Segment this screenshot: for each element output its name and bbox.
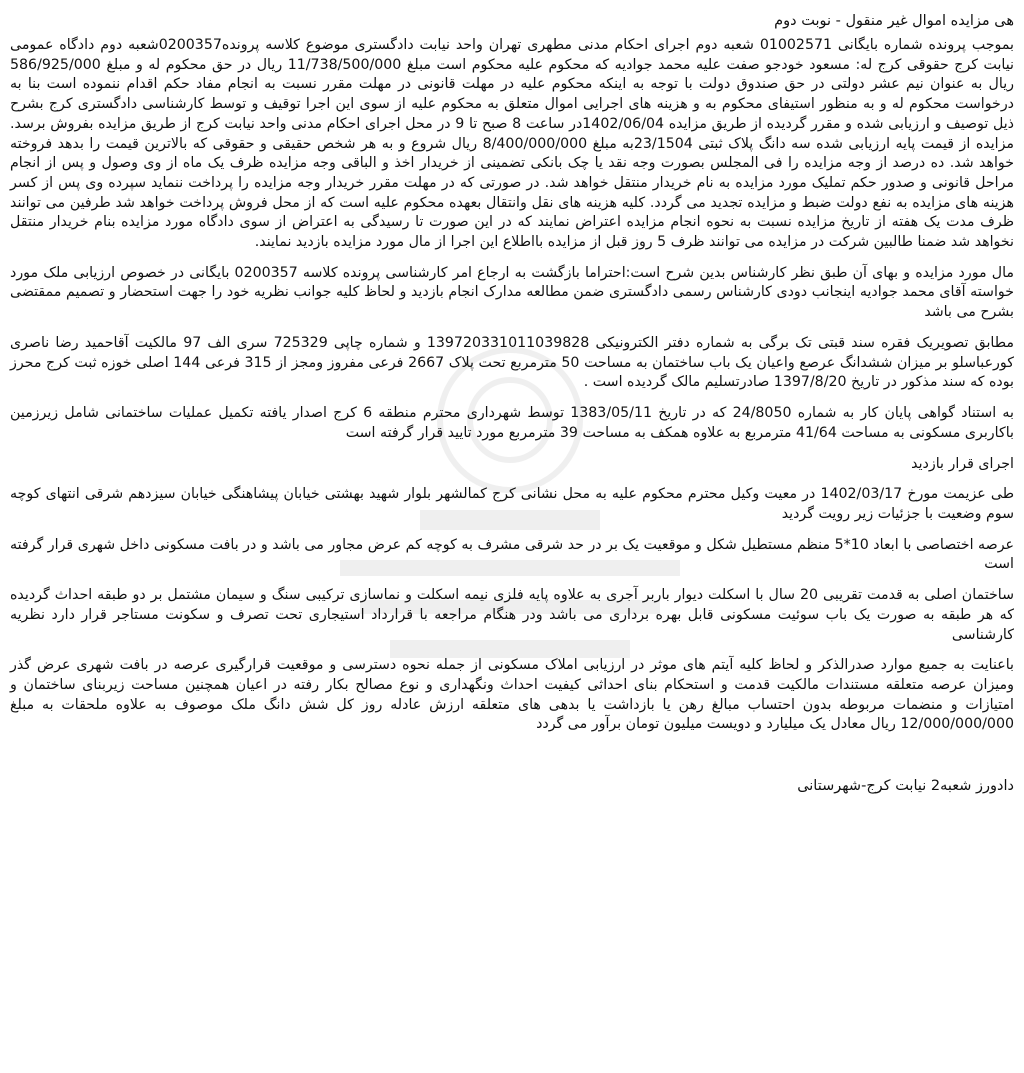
notice-heading: هی مزایده اموال غیر منقول - نوبت دوم	[774, 13, 1014, 29]
auction-terms-paragraph: بموجب پرونده شماره بایگانی 01002571 شعبه دوم اجرای احکام مدنی مطهری تهران واحد نیابت دادگستری موضوع کلاسه پرونده0200357شعبه دوم دادگاه عمومی نیابت کرج حقوقی کرج له: مسعود خودجو صفت علیه محمد جوادیه که محکوم علیه محکوم است مبلغ 11/738/500/000 ریال در حق محکوم له و مبلغ 586/925/000 ریال به عنوان نیم عشر دولتی در حق صندوق دولت با توجه به اینکه محکوم علیه در مهلت قانونی در مهلت مقرر نسبت به انجام مفاد حکم اقدام ننموده است بنا به درخواست محکوم له و به منظور استیفای محکوم به و هزینه های اجرایی اموال متعلق به محکوم علیه از سوی این اجرا توقیف و توسط کارشناسی دادگستری کرج بشرح ذیل توصیف و ارزیابی شده و مقرر گردیده از طریق مزایده 1402/06/04در ساعت 8 صبح تا 9 در محل اجرای احکام مدنی واحد نیابت کرج از طریق مزایده بفروش برسد. مزایده از قیمت پایه ارزیابی شده سه دانگ پلاک ثبتی 23/1504به مبلغ 8/400/000/000 ریال شروع و به هر شخص حقیقی و حقوقی که بالاترین قیمت را بدهد فروخته خواهد شد. ده درصد از وجه مزایده را فی المجلس بصورت وجه نقد یا چک بانکی تضمینی از خریدار اخذ و الباقی وجه مزایده ظرف یک ماه از وی وصول و پس از انجام مراحل قانونی و صدور حکم تملیک مورد مزایده به نام خریدار منتقل خواهد شد. در صورتی که در مهلت مقرر خریدار وجه مزایده را پرداخت ننماید سپرده وی پس از کسر هزینه های مزایده به نفع دولت ضبط و مزایده تجدید می گردد. کلیه هزینه های نقل وانتقال بعهده محکوم علیه است که از محل فروش پرداخت خواهد شد طرفین می توانند ظرف مدت یک هفته از تاریخ مزایده نسبت به نحوه انجام مزایده اعتراض نمایند که در این صورت تا رسیدگی به اعتراض از سوی دادگاه مورد مزایده بنام خریدار منتقل نخواهد شد ضمنا طالبین شرکت در مزایده می توانند ظرف 5 روز قبل از مزایده بااطلاع این اجرا از مال مورد مزایده بازدید نمایند.	[10, 37, 1015, 251]
inspection-visit-paragraph: طی عزیمت مورخ 1402/03/17 در معیت وکیل محترم محکوم علیه به محل نشانی کرج کمالشهر بلوار شهید بهشتی خیابان پیشاهنگی خیابان سیزدهم شرقی انتهای کوچه سوم وضعیت با جزئیات زیر رویت گردید	[10, 486, 1014, 523]
valuation-paragraph: باعنایت به جمیع موارد صدرالذکر و لحاظ کلیه آیتم های موثر در ارزیابی املاک مسکونی از جمله نحوه دسترسی و موقعیت قرارگیری عرصه در بافت شهری عرض گذر ومیزان عرصه متعلقه مستندات مالکیت قدمت و استحکام بنای احداثی کیفیت احداث ونگهداری و نوع مصالح بکار رفته در اعیان همچنین مساحت زیربنای ساختمان و امتیازات و منضمات مربوطه بدون احتساب مبالغ رهن یا بازداشت یا بدهی های متعلقه ارزش عادله روز کل شش دانگ ملک موصوف به علاوه ملحقات به مبلغ 12/000/000/000 ریال معادل یک میلیارد و دویست میلیون تومان برآور می گردد	[10, 657, 1014, 733]
completion-certificate-paragraph: به استناد گواهی پایان کار به شماره 24/8050 که در تاریخ 1383/05/11 توسط شهرداری محترم منطقه 6 کرج اصدار یافته تکمیل عملیات ساختمانی شامل زیرزمین باکاربری مسکونی به مساحت 41/64 مترمربع به علاوه همکف به مساحت 39 مترمربع مورد تایید قرار گرفته است	[10, 404, 1014, 441]
land-description-paragraph: عرصه اختصاصی با ابعاد 10*5 منظم مستطیل شکل و موقعیت یک بر در حد شرقی مشرف به کوچه کم عرض مجاور می باشد و در بافت مسکونی داخل شهری قرار گرفته است	[10, 536, 1014, 573]
building-description-paragraph: ساختمان اصلی به قدمت تقریبی 20 سال با اسکلت دیوار باربر آجری به علاوه پایه فلزی نیمه اسکلت و نماسازی ترکیبی سنگ و سیمان مشتمل بر دو طبقه احداث گردیده که هر طبقه به صورت یک باب سوئیت مسکونی قابل بهره برداری می باشد ودر هنگام مراجعه با قرارداد استیجاری تحت تصرف و سکونت مستاجر قرار دارد نظریه کارشناسی	[10, 587, 1014, 643]
notice-content	[10, 10, 1014, 797]
expert-intro-paragraph: مال مورد مزایده و بهای آن طبق نظر کارشناس بدین شرح است:احتراما بازگشت به ارجاع امر کارشناسی پرونده کلاسه 0200357 بایگانی در خصوص ارزیابی ملک مورد خواسته آقای محمد جوادیه اینجانب دودی کارشناس رسمی دادگستری ضمن مطالعه مدارک انجام بازدید و لحاظ کلیه جوانب نظریه خود را جهت استحضار و تصمیم ممقتضی بشرح می باشد	[10, 264, 1015, 321]
signature-line: دادورز شعبه2 نیابت کرج-شهرستانی	[797, 778, 1014, 795]
inspection-heading: اجرای قرار بازدید	[911, 456, 1014, 473]
deed-details-paragraph: مطابق تصویریک فقره سند قبتی تک برگی به شماره دفتر الکترونیکی 139720331011039828 و شماره چاپی 725329 سری الف 97 مالکیت آقاحمید رضا ناصری کورعباسلو بر میزان ششدانگ عرصع واعیان یک باب ساختمان به مساحت 50 مترمربع تحت پلاک 2667 فرعی مفروز ومجز از 315 فرعی 144 اصلی خوزه ثبت کرج محرز بوده که سند مذکور در تاریخ 1397/8/20 صادرتسلیم مالک گردیده است .	[10, 334, 1014, 391]
